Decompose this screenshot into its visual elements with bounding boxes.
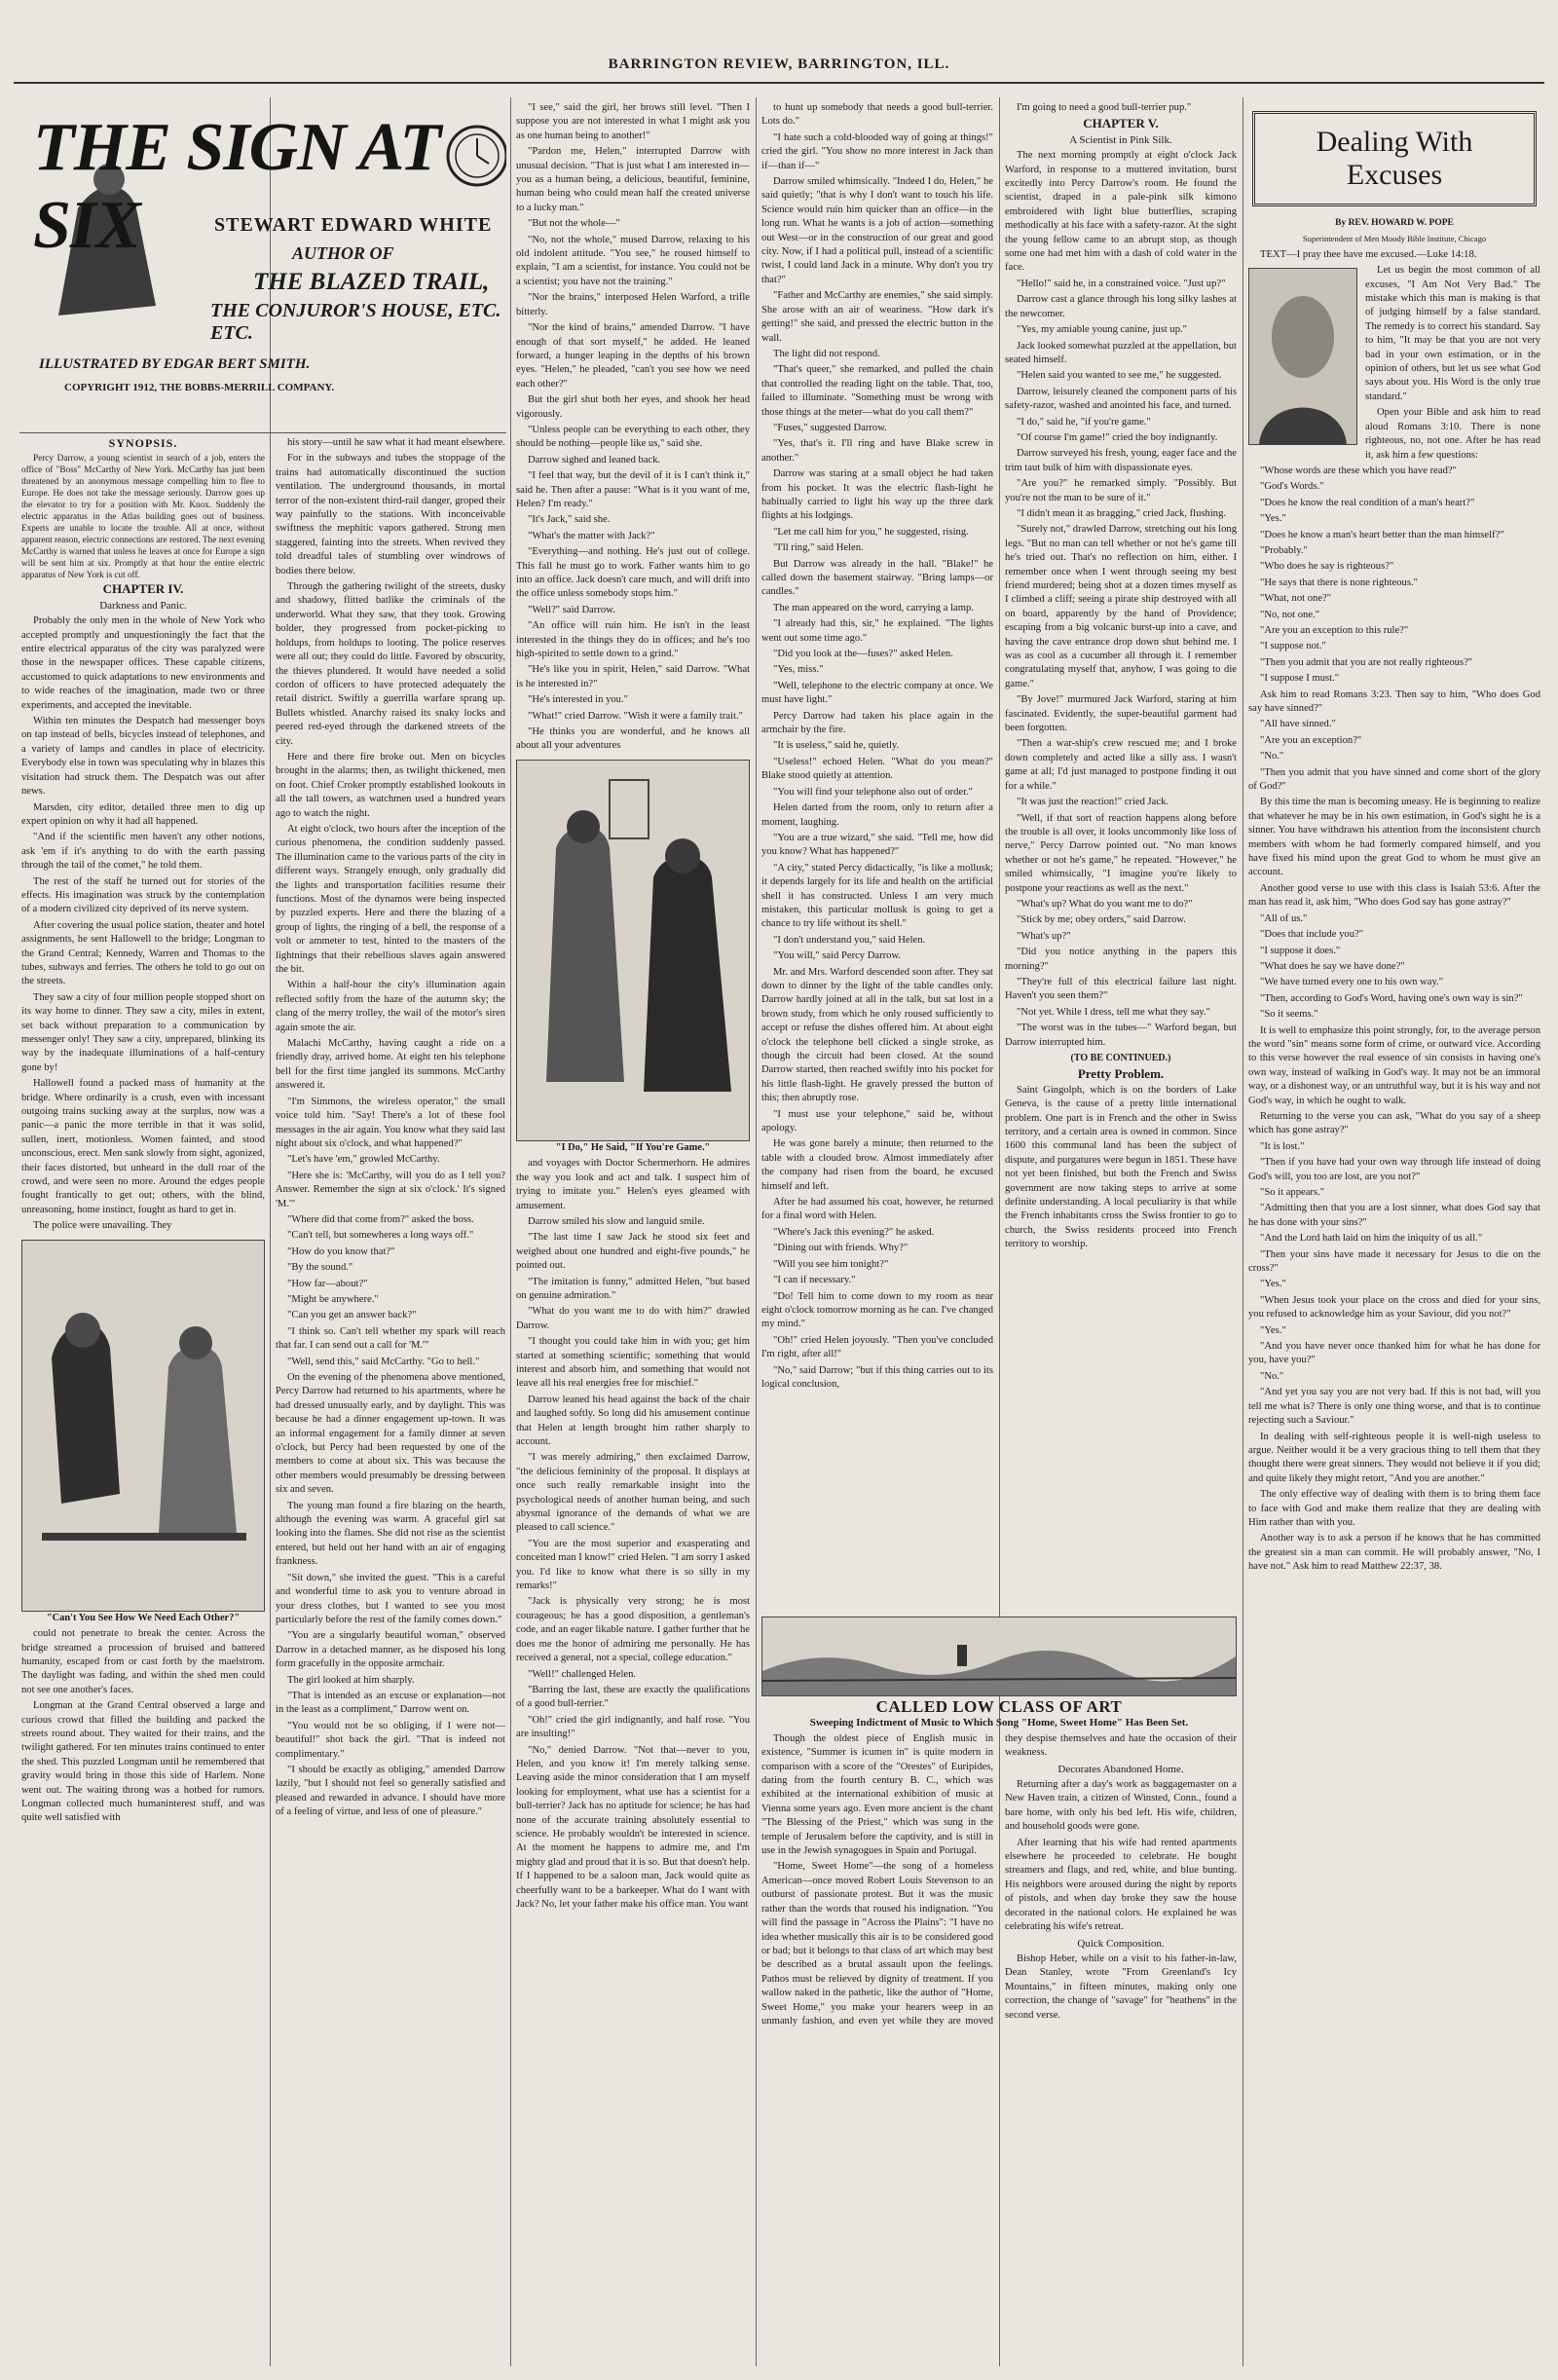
paragraph: "What's up?" bbox=[1017, 930, 1071, 942]
paragraph: "Helen said you wanted to see me," he suggested. bbox=[1017, 370, 1222, 382]
paragraph: "An office will ruin him. He isn't in the least interested in the things they do in offices; and he's too high-spirited to settle down to a grind." bbox=[516, 620, 750, 660]
column-divider bbox=[510, 97, 511, 2366]
article-heading: CALLED LOW CLASS OF ART bbox=[875, 1697, 1123, 1716]
paragraph: "Then a war-ship's crew rescued me; and I broke down completely and acted like a silly ass. I wasn't game at all; I'd just managed to postpone finding it out for a while." bbox=[1005, 738, 1237, 792]
paragraph: But the girl shut both her eyes, and shook her head vigorously. bbox=[516, 394, 750, 420]
portrait-drawing bbox=[1249, 269, 1356, 444]
paragraph: "Yes, miss." bbox=[773, 664, 824, 676]
paragraph: I'm going to need a good bull-terrier pup." bbox=[1017, 102, 1192, 113]
paragraph: Marsden, city editor, detailed three men to dig up expert opinion on why it had all happened. bbox=[21, 801, 265, 827]
paragraph: But Darrow was already in the hall. "Blake!" he called down the basement stairway. "Bring lamps—or candles." bbox=[761, 558, 993, 598]
paragraph: "I hate such a cold-blooded way of going at things!" cried the girl. "You show no more interest in Jack than if—than if—" bbox=[761, 131, 993, 171]
paragraph: "I suppose it does." bbox=[1260, 945, 1341, 956]
paragraph: "Pardon me, Helen," interrupted Darrow with unusual decision. "That is just what I am interested in—you as a human being, a delicious, beautiful, feminine, human being who could mean half the created universe to a lucky man." bbox=[516, 146, 750, 213]
paragraph: "So it appears." bbox=[1260, 1187, 1325, 1198]
paragraph: Though the oldest piece of English music in existence, "Summer is icumen in" is quite modern in comparison with a score of the "Orestes" of Euripides, dating from the fourth century B. C., which was exhibited at the international exhibition of music at Vienna some years ago. Even more ancient is the chant "The Blessing of the Priest," which was sung in the temple of Jerusalem before the captivity, and is still in use in the Jewish synagogues in Spain and Portugal. bbox=[761, 1732, 993, 1857]
paragraph: The next morning promptly at eight o'clock Jack Warford, in response to a muttered invitation, burst excitedly into Percy Darrow's room. He found the scientist, draped in a pale-pink silk kimono embroidered with light blue butterflies, scraping methodically at his face with a safety-razor. At the sight the young fellow came to an abrupt stop, as though some one had met him with a dash of cold water in the face. bbox=[1005, 150, 1237, 274]
paragraph: Mr. and Mrs. Warford descended soon after. They sat down to dinner by the light of the table candles only. Darrow hardly joined at all in the talk, but sat lost in a brown study, from which he only roused sufficiently to accept or refuse the dishes offered him. At about eight o'clock the telephone bell clicked a single stroke, as though the circuit had been closed. At the sound Darrow started, then reached swiftly into his pocket for his little flash-light. He gravely pressed the button of this; then abruptly rose. bbox=[761, 966, 993, 1104]
paragraph: "Oh!" cried Helen joyously. "Then you've concluded I'm right, after all!" bbox=[761, 1334, 993, 1360]
paragraph: "What, not one?" bbox=[1260, 593, 1332, 605]
decorative-landscape-banner bbox=[761, 1617, 1237, 1696]
paragraph: "Oh!" cried the girl indignantly, and half rose. "You are insulting!" bbox=[516, 1714, 750, 1740]
paragraph: "Well!" challenged Helen. bbox=[528, 1668, 637, 1680]
sermon-byline: By REV. HOWARD W. POPE bbox=[1335, 218, 1454, 228]
paragraph: "I suppose I must." bbox=[1260, 673, 1340, 685]
chapter-iv-heading: CHAPTER IV. bbox=[102, 581, 184, 597]
paragraph: "Can't tell, but somewheres a long ways off." bbox=[287, 1230, 474, 1242]
sermon-text-line: TEXT—I pray thee have me excused.—Luke 14:18. bbox=[1260, 248, 1477, 260]
paragraph: "Well, if that sort of reaction happens along before the trouble is all over, it looks uncommonly like loss of nerve," Percy Darrow pointed out. "No man knows whether or not he's game," he repeated. "However," he smiled whimsically, "I imagine you're likely to postpone your reactions as well as the next." bbox=[1005, 812, 1237, 894]
paragraph: "How do you know that?" bbox=[287, 1246, 395, 1257]
paragraph: After learning that his wife had rented apartments elsewhere he proceeded to celebrate. He bought streamers and flags, and red, white, and blue bunting. His neighbors were aroused during the night by reports of pistols, and when day broke they saw the house decorated in the national colors. He explained he was celebrating his wife's retreat. bbox=[1005, 1837, 1237, 1933]
paragraph: "Are you an exception?" bbox=[1260, 734, 1362, 746]
paragraph: "Let's have 'em," growled McCarthy. bbox=[287, 1154, 440, 1166]
article-subheading: Sweeping Indictment of Music to Which Song "Home, Sweet Home" Has Been Set. bbox=[809, 1717, 1189, 1729]
paragraph: "Sit down," she invited the guest. "This is a careful and wonderful time to ask you to venture abroad in your dress clothes, but I wanted to see you most particularly before the rest of the family comes down." bbox=[276, 1572, 505, 1625]
masthead-rule bbox=[14, 82, 1544, 84]
illustration-caption: "Can't You See How We Need Each Other?" bbox=[46, 1612, 241, 1623]
author-portrait bbox=[1248, 268, 1357, 445]
paragraph: "Let me call him for you," he suggested, rising. bbox=[773, 526, 969, 538]
paragraph: After covering the usual police station, theater and hotel assignments, he sent Hallowell to the bridge; Longman to the Grand Central; Kennedy, Warren and Thomas to the tubes, subways and ferries. The others he told to go out on the streets. bbox=[21, 919, 265, 987]
paragraph: "Dining out with friends. Why?" bbox=[773, 1243, 909, 1254]
paragraph: "Fuses," suggested Darrow. bbox=[773, 422, 887, 433]
paragraph: "He says that there is none righteous." bbox=[1260, 576, 1418, 588]
paragraph: "Where did that come from?" asked the boss. bbox=[287, 1213, 474, 1225]
paragraph: "Nor the brains," interposed Helen Warford, a trifle bitterly. bbox=[516, 292, 750, 317]
paragraph: The only effective way of dealing with them is to bring them face to face with God and make them realize that they are dealing with Him rather than with you. bbox=[1248, 1489, 1540, 1528]
paragraph: "Of course I'm game!" cried the boy indignantly. bbox=[1017, 431, 1218, 443]
paragraph: "That is intended as an excuse or explanation—not in the least as a compliment," Darrow went on. bbox=[276, 1690, 505, 1716]
column-4 bbox=[761, 101, 993, 1611]
paragraph: "Admitting then that you are a lost sinner, what does God say that he has done with your sins?" bbox=[1248, 1203, 1540, 1228]
paragraph: "Useless!" echoed Helen. "What do you mean?" Blake stood quietly at attention. bbox=[761, 756, 993, 782]
quick-composition-heading: Quick Composition. bbox=[1077, 1937, 1165, 1950]
paragraph: "Does that include you?" bbox=[1260, 929, 1364, 941]
paragraph: "Did you look at the—fuses?" asked Helen. bbox=[773, 649, 953, 660]
paragraph: "He's like you in spirit, Helen," said Darrow. "What is he interested in?" bbox=[516, 664, 750, 689]
paragraph: "Surely not," drawled Darrow, stretching out his long legs. "But no man can tell whether or not he's game till he's tried out. That's no reflection on him, either. I remember once when I went through seeing my best friend murdered; being shot at a dozen times myself as I climbed a cliff; seeing a pirate ship destroyed with all on board, apparently by the hand of Providence; escaping from a big volcanic burst-up into a cave, and having the cave entrance drop down shut behind me. I was as cool as a cucumber all through it. I remember congratulating myself that, anyhow, I was going to die game." bbox=[1005, 524, 1237, 689]
paragraph: Within a half-hour the city's illumination again reflected softly from the haze of the autumn sky; the clang of the merry trolley, the wail of the motor's siren again smote the air. bbox=[276, 980, 505, 1033]
paragraph: Probably the only men in the whole of New York who accepted promptly and unquestioningly the fact that the entire electrical apparatus of the city was paralyzed were those in the newspaper offices. These capable citizens, accustomed to quick adaptations to new environments and to wide reaches of the imagination, made two or three experiments, and accepted the inevitable. bbox=[21, 615, 265, 711]
author-book-2: THE CONJUROR'S HOUSE, ETC. ETC. bbox=[210, 300, 501, 344]
paragraph: "It's Jack," said she. bbox=[528, 514, 611, 526]
paragraph: "You will," said Percy Darrow. bbox=[773, 950, 902, 962]
paragraph: The man appeared on the word, carrying a lamp. bbox=[773, 602, 974, 614]
paragraph: "I think so. Can't tell whether my spark will reach that far. I can send out a call for 'M.'" bbox=[276, 1325, 505, 1352]
paragraph: "Does he know a man's heart better than the man himself?" bbox=[1260, 529, 1504, 540]
chapter-v-subtitle: A Scientist in Pink Silk. bbox=[1069, 133, 1172, 146]
illustration-couple-seated bbox=[21, 1240, 265, 1612]
paragraph: By this time the man is becoming uneasy. He is beginning to realize that whatever he may be in his own estimation, in God's sight he is a sinner. You have withdrawn his attention from the inconsistent church members with whom he had formerly compared himself, and you have fixed his mind upon the great God to whom he must give an account. bbox=[1248, 797, 1540, 878]
low-class-art-article bbox=[761, 1617, 1237, 2364]
pretty-problem-heading: Pretty Problem. bbox=[1077, 1066, 1165, 1082]
paragraph: "That's queer," she remarked, and pulled the chain that controlled the reading light on the table. That, too, failed to illuminate. "Something must be wrong with those things at the meter—what do you call them?" bbox=[761, 364, 993, 418]
paragraph: "Here she is: 'McCarthy, will you do as I tell you? Answer. Remember the sign at six o'clock.' It's signed 'M.'" bbox=[276, 1170, 505, 1209]
illustration-men-talking bbox=[516, 760, 750, 1141]
paragraph: "So it seems." bbox=[1260, 1009, 1318, 1021]
paragraph: "Whose words are these which you have read?" bbox=[1260, 465, 1457, 476]
copyright-line: COPYRIGHT 1912, THE BOBBS-MERRILL COMPANY. bbox=[64, 382, 335, 393]
synopsis-text: Percy Darrow, a young scientist in search of a job, enters the office of "Boss" McCarthy of New York. McCarthy has just been threatened by an anonymous message compelling him to flee to Europe. He does not take the message seriously. Darrow goes up the elevator to try for a position with Mr. Knox. Suddenly the electric apparatus in the Atlas building goes out of business. Experts are unable to locate the trouble. All at once, without apparent reason, electric connections are restored. The next evening McCarthy is warned that unless he leaves at once for Europe a sign will be sent him at six. Promptly at that hour the entire electric apparatus of New York is cut off. bbox=[21, 453, 265, 580]
paragraph: "Are you?" he remarked simply. "Possibly. But you're not the man to be sure of it." bbox=[1005, 478, 1237, 503]
paragraph: Ask him to read Romans 3:23. Then say to him, "Who does God say have sinned?" bbox=[1248, 688, 1540, 714]
paragraph: "Where's Jack this evening?" he asked. bbox=[773, 1226, 935, 1238]
serial-title: THE SIGN AT SIX bbox=[33, 110, 441, 263]
paragraph: "But not the whole—" bbox=[528, 218, 620, 230]
column-divider bbox=[756, 97, 757, 2366]
paragraph: "You are a true wizard," she said. "Tell me, how did you know? What has happened?" bbox=[761, 832, 993, 858]
paragraph: "Does he know the real condition of a man's heart?" bbox=[1260, 497, 1475, 508]
sermon-byline-title: Superintendent of Men Moody Bible Institute, Chicago bbox=[1302, 234, 1487, 244]
paragraph: Darrow smiled whimsically. "Indeed I do, Helen," he said quietly; "that is why I don't want to touch his life. Science would ruin him quicker than an office—in the long run. What he wants is a job of action—something out West—or in the construction of our great and good city. Now, if I had a political pull, instead of a scientific twist, I could land Jack in a minute. Why don't you try that?" bbox=[761, 176, 993, 285]
paragraph: Hallowell found a packed mass of humanity at the bridge. Where ordinarily is a crush, even with incessant outgoing trains sucking away at the surplus, now was a panic—a panic the more terrible in that it was solid, sullen, inert, motionless. Women fainted, and stood unconscious, erect. Men sank slowly from sight, agonized, their faces distorted, but unheard in the dull roar of the crowd, and were seen no more. Around the edges people fought frantically to get out; others, with the blind, unreasoning, home instinct, fought as hard to get in. bbox=[21, 1078, 265, 1215]
paragraph: "What!" cried Darrow. "Wish it were a family trait." bbox=[528, 710, 743, 722]
illustration-caption: "I Do," He Said, "If You're Game." bbox=[555, 1141, 711, 1153]
paragraph: The police were unavailing. They bbox=[33, 1220, 172, 1232]
paragraph: Here and there fire broke out. Men on bicycles brought in the alarms; then, as twilight thickened, men on foot. Chief Croker promptly established lookouts in all the tall towers, as watchmen used a hundred years ago to watch the night. bbox=[276, 751, 505, 819]
paragraph: On the evening of the phenomena above mentioned, Percy Darrow had returned to his apartments, where he had dressed unusually early, and by daylight. This was because he had a dinner engagement up-town. It was an informal engagement for a family dinner at seven o'clock, but Percy had been requested by one of the members to come at about six. This was because the other members would presumably be dressing between six and seven. bbox=[276, 1372, 505, 1496]
paragraph: "Yes." bbox=[1260, 513, 1286, 525]
paragraph: "I'll ring," said Helen. bbox=[773, 542, 864, 554]
paragraph: "I see," said the girl, her brows still level. "Then I suppose you are not interested in what I might ask you as one human being to another!" bbox=[516, 102, 750, 141]
paragraph: "Probably." bbox=[1260, 544, 1308, 556]
paragraph: Another way is to ask a person if he knows that he has committed the greatest sin a man can commit. He will probably answer, "No, I have not." Ask him to read Matthew 22:37, 38. bbox=[1248, 1533, 1540, 1573]
paragraph: "We have turned every one to his own way." bbox=[1260, 977, 1444, 988]
paragraph: "They're full of this electrical failure last night. Haven't you seen them?" bbox=[1005, 976, 1237, 1002]
paragraph: "God's Words." bbox=[1260, 481, 1324, 493]
paragraph: "And yet you say you are not very bad. If this is not bad, will you tell me what is? There is only one thing worse, and that is to continue rejecting such a Saviour." bbox=[1248, 1387, 1540, 1427]
paragraph: "I can if necessary." bbox=[773, 1275, 856, 1286]
paragraph: "You are a singularly beautiful woman," observed Darrow in a detached manner, as he disposed his long form gracefully in the opposite armchair. bbox=[276, 1630, 505, 1670]
paragraph: The light did not respond. bbox=[773, 348, 880, 359]
paragraph: "I suppose not." bbox=[1260, 641, 1326, 652]
paragraph: Helen darted from the room, only to return after a moment, laughing. bbox=[761, 802, 993, 828]
paragraph: "Can you get an answer back?" bbox=[287, 1310, 417, 1321]
author-book-1: THE BLAZED TRAIL, bbox=[253, 269, 490, 295]
paragraph: "No, not the whole," mused Darrow, relaxing to his old indolent attitude. "You see," he roused himself to explain, "I am a scientist, for instance. You could not be a scientist; you have not the training." bbox=[516, 234, 750, 287]
paragraph: Within ten minutes the Despatch had messenger boys on tap instead of bells, bicycles instead of telephones, and a variety of lamps and candles in place of electricity. Everybody else in town was speculating why in blazes this visitation had struck them. The Despatch was out after news. bbox=[21, 716, 265, 798]
paragraph: "No," said Darrow; "but if this thing carries out to its logical conclusion, bbox=[761, 1364, 993, 1390]
paragraph: The girl looked at him sharply. bbox=[287, 1674, 415, 1686]
chapter-v-heading: CHAPTER V. bbox=[1083, 116, 1159, 131]
paragraph: "Are you an exception to this rule?" bbox=[1260, 624, 1409, 636]
paragraph: "Then you admit that you are not really righteous?" bbox=[1260, 656, 1473, 668]
sermon-title-line-1: Dealing With bbox=[1316, 126, 1473, 158]
paragraph: "And you have never once thanked him for what he has done for you, have you?" bbox=[1248, 1341, 1540, 1366]
paragraph: "You will find your telephone also out of order." bbox=[773, 786, 974, 798]
paragraph: "He thinks you are wonderful, and he knows all about all your adventures bbox=[516, 726, 750, 752]
paragraph: They saw a city of four million people stopped short on its way home to dinner. They saw a city, miles in extent, set back without preparation to a communication by messenger only! They saw a city, unprepared, blinking its way by the inadequate illuminations of a half-century gone by! bbox=[21, 991, 265, 1073]
paragraph: "I didn't mean it as bragging," cried Jack, flushing. bbox=[1017, 507, 1227, 519]
paragraph: "What's up? What do you want me to do?" bbox=[1017, 898, 1193, 910]
column-6-sermon bbox=[1248, 101, 1540, 2364]
paragraph: Jack looked somewhat puzzled at the appellation, but seated himself. bbox=[1005, 340, 1237, 365]
paragraph: After he had assumed his coat, however, he returned for a final word with Helen. bbox=[761, 1197, 993, 1222]
paragraph: "Yes." bbox=[1260, 1324, 1286, 1336]
paragraph: Darrow cast a glance through his long silky lashes at the newcomer. bbox=[1005, 294, 1237, 319]
paragraph: "Did you notice anything in the papers this morning?" bbox=[1005, 947, 1237, 972]
paragraph: "Not yet. While I dress, tell me what they say." bbox=[1017, 1006, 1210, 1018]
chapter-iv-subtitle: Darkness and Panic. bbox=[99, 599, 187, 612]
article-body bbox=[761, 1732, 1237, 2029]
illustrator-credit: ILLUSTRATED BY EDGAR BERT SMITH. bbox=[39, 356, 311, 372]
paragraph: Open your Bible and ask him to read aloud Romans 3:10. There is none righteous, no, not one. After he has read it, ask him a few questions: bbox=[1365, 407, 1540, 461]
paragraph: "I don't understand you," said Helen. bbox=[773, 934, 926, 946]
paragraph: "Unless people can be everything to each other, they should be nothing—people like us," said she. bbox=[516, 424, 750, 450]
column-1 bbox=[21, 436, 265, 2364]
paragraph: "When Jesus took your place on the cross and died for your sins, you refused to acknowledge him as your Saviour, did you not?" bbox=[1248, 1294, 1540, 1320]
paragraph: "Might be anywhere." bbox=[287, 1293, 379, 1305]
paragraph: "Well, send this," said McCarthy. "Go to hell." bbox=[287, 1356, 480, 1367]
paragraph: "Will you see him tonight?" bbox=[773, 1258, 889, 1270]
paragraph: "No." bbox=[1260, 751, 1284, 762]
synopsis-heading: SYNOPSIS. bbox=[108, 436, 178, 450]
paragraph: "Yes, my amiable young canine, just up." bbox=[1017, 324, 1187, 336]
paragraph: Darrow was staring at a small object he had taken from his pocket. It was the electric flash-light he habitually carried to light his way up the three dark flights at his lodgings. bbox=[761, 468, 993, 522]
paragraph: "The last time I saw Jack he stood six feet and weighed about one hundred and eight-five pounds," he pointed out. bbox=[516, 1232, 750, 1272]
paragraph: "Who does he say is righteous?" bbox=[1260, 561, 1394, 573]
paragraph: "What's the matter with Jack?" bbox=[528, 530, 655, 541]
paragraph: and voyages with Doctor Schermerhorn. He admires the way you look and act and talk. I suspect him of trying to imitate you." Helen's eyes gleamed with amusement. bbox=[516, 1158, 750, 1211]
paragraph: At eight o'clock, two hours after the inception of the curious phenomena, the condition suddenly passed. The illumination came to the various parts of the city in different ways. Strangely enough, only gradually did the lights and transportation facilities resume their functions. Most of the dynamos were being inspected by puzzled experts. Here and there the blazing of a group of lights, the ringing of a bell, the response of a volt or ammeter to test, hinted to the masters of the lightnings that their rebellious slaves again answered the bit. bbox=[276, 823, 505, 976]
serial-title-block bbox=[19, 101, 506, 433]
paragraph: Longman at the Grand Central observed a large and curious crowd that filled the building and packed the streets round about. They waited for their trains, and the twilight gathered. For ten minutes trains continued to enter the shed. This puzzled Longman until he remembered that gravity would bring in those this side of Harlem. None went out. The waiting throng was a hotbed for rumors. Longman collected much humaninterest stuff, and was quite well satisfied with bbox=[21, 1700, 265, 1824]
illustration-drawing bbox=[22, 1241, 264, 1611]
paragraph: The young man found a fire blazing on the hearth, although the evening was warm. A graceful girl sat looking into the flames. She did not rise as the scientist entered, but held out her hand with an air of engaging frankness. bbox=[276, 1500, 505, 1568]
column-divider bbox=[270, 97, 271, 2366]
paragraph: Malachi McCarthy, having caught a ride on a friendly dray, arrived home. At eight ten his telephone bell for the first time jangled its summons. McCarthy answered it. bbox=[276, 1038, 505, 1092]
paragraph: "He's interested in you." bbox=[528, 694, 628, 706]
paragraph: "Do! Tell him to come down to my room as near eight o'clock tomorrow morning as he can. I've changed my mind." bbox=[761, 1290, 993, 1330]
paragraph: Darrow surveyed his fresh, young, eager face and the trim taut bulk of him with dispassionate eyes. bbox=[1005, 448, 1237, 473]
illustration-drawing bbox=[517, 761, 749, 1140]
paragraph: "Then your sins have made it necessary for Jesus to die on the cross?" bbox=[1248, 1248, 1540, 1275]
paragraph: "A city," stated Percy didactically, "is like a mollusk; it depends largely for its life and health on the artificial shell it has constructed. Unless I am very much mistaken, this particular mollusk is going to get a chance to try life without its shell." bbox=[761, 862, 993, 930]
paragraph: "I should be exactly as obliging," amended Darrow lazily, "but I should not feel so generally satisfied and pleased and rewarded in advance. I should have more of a feeling of virtue, and less of one of pleasure." bbox=[276, 1764, 505, 1818]
paragraph: "Yes, that's it. I'll ring and have Blake screw in another." bbox=[761, 438, 993, 464]
paragraph: For in the subways and tubes the stoppage of the trains had automatically discontinued the suction ventilation. The underground thousands, in mortal terror of the non-existent third-rail danger, groped their way painfully to the stations. With inconceivable swiftness the mephitic vapors gathered. Strong men staggered, fainting into the streets. When revived they told dreadful tales of stumbling over windrows of bodies there below. bbox=[276, 453, 505, 576]
paragraph: Darrow, leisurely cleaned the component parts of his safety-razor, washed and anointed his face, and turned. bbox=[1005, 386, 1237, 412]
paragraph: "I'm Simmons, the wireless operator," the small voice told him. "Say! There's a lot of these fool messages in the air again. You know what they said last night about six o'clock, and what happened?" bbox=[276, 1096, 505, 1149]
paragraph: Darrow leaned his head against the back of the chair and laughed softly. So long did his amusement continue that Helen at length brought him rather sharply to account. bbox=[516, 1394, 750, 1447]
paragraph: "Yes." bbox=[1260, 1279, 1286, 1290]
column-5 bbox=[1005, 101, 1237, 1611]
paragraph: "Stick by me; obey orders," said Darrow. bbox=[1017, 914, 1186, 926]
paragraph: "The imitation is funny," admitted Helen, "but based on genuine admiration." bbox=[516, 1276, 750, 1301]
paragraph: Darrow sighed and leaned back. bbox=[528, 454, 661, 465]
paragraph: "Well, telephone to the electric company at once. We must have light." bbox=[761, 680, 993, 706]
paragraph: "By Jove!" murmured Jack Warford, staring at him fascinated. Evidently, the super-beautiful garment had been forgotten. bbox=[1005, 694, 1237, 734]
paragraph: The rest of the staff he turned out for stories of the effects. His imagination was struck by the contemplation of a modern civilized city deprived of its nerve system. bbox=[21, 875, 265, 915]
paragraph: Let us begin the most common of all excuses, "I Am Not Very Bad." The mistake which this man is making is that of judging himself by a false standard. The remedy is to correct his standard. Say to him, "It may be that you are not very bad in your own estimation, or in the opinion of others, but let us see what God says about you. His Word is the only true standard." bbox=[1365, 265, 1540, 402]
paragraph: "How far—about?" bbox=[287, 1278, 368, 1289]
paragraph: "I do," said he, "if you're game." bbox=[1017, 416, 1151, 428]
paragraph: Through the gathering twilight of the streets, dusky and shadowy, flitted batlike the criminals of the underworld. What they saw, that they took. Growing bolder, they progressed from pocket-picking to holdups, from holdups to looting. The police reserves were all out; they could do little. Favored by obscurity, the thieves plundered. It would have needed a solid cordon of officers to have protected adequately the retail district. Swiftly a guerrilla warfare sprang up. Bullets whistled. Anarchy raised its snaky locks and peered red-eyed through the darkened streets of the city. bbox=[276, 581, 505, 747]
paragraph: could not penetrate to break the center. Across the bridge streamed a procession of bruised and battered humanity, escaped from or cast forth by the maelstrom. The daylight was fading, and within the shed men could not see one another's faces. bbox=[21, 1628, 265, 1695]
paragraph: Darrow smiled his slow and languid smile. bbox=[528, 1215, 705, 1227]
paragraph: "Hello!" said he, in a constrained voice. "Just up?" bbox=[1017, 278, 1226, 289]
paragraph: "Everything—and nothing. He's just out of college. This fall he must go to work. Father wants him to go into an office. Jack doesn't care much, and will drift into the office unless somebody stops him." bbox=[516, 546, 750, 600]
to-be-continued: (TO BE CONTINUED.) bbox=[1070, 1053, 1171, 1063]
paragraph: "I already had this, sir," he explained. "The lights went out some time ago." bbox=[761, 618, 993, 644]
paragraph: "What does he say we have done?" bbox=[1260, 960, 1405, 972]
paragraph: his story—until he saw what it had meant elsewhere. bbox=[287, 437, 505, 448]
decorates-heading: Decorates Abandoned Home. bbox=[1057, 1763, 1184, 1775]
landscape-drawing bbox=[762, 1618, 1236, 1695]
author-of-label: AUTHOR OF bbox=[292, 243, 394, 263]
paragraph: "By the sound." bbox=[287, 1262, 353, 1274]
paragraph: It is well to emphasize this point strongly, for, to the average person the word "sin" means some form of crime, or outward vice. According to this verse however the real essence of sin consists in having one's own way, instead of walking in God's way. It may not be an immoral way, or a dishonest way, or an untruthful way, but it is his way and not God's way, in which he ought to walk. bbox=[1248, 1024, 1540, 1106]
paragraph: "No." bbox=[1260, 1370, 1284, 1382]
paragraph: "It is lost." bbox=[1260, 1140, 1305, 1152]
paragraph: Percy Darrow had taken his place again in the armchair by the fire. bbox=[761, 710, 993, 736]
paragraph: "I thought you could take him in with you; get him started at something scientific; something that would interest and absorb him, and something that would not leave all his real energies free for mischief." bbox=[516, 1336, 750, 1390]
paragraph: "Jack is physically very strong; he is most courageous; he has a good disposition, a gentleman's code, and an eager likable nature. I gather further that he does me the honor of admiring me personally. He has received a general, not a special, college education." bbox=[516, 1596, 750, 1664]
paragraph: "Nor the kind of brains," amended Darrow. "I have enough of that sort myself," he added. He leaned forward, a hunger leaping in the depths of his brown eyes. "Helen," he pleaded, "can't you see how we need each other?" bbox=[516, 322, 750, 390]
paragraph: "Well?" said Darrow. bbox=[528, 604, 615, 615]
paragraph: Returning after a day's work as baggagemaster on a New Haven train, a citizen of Winsted, Conn., found a bare home, with only his bed left. His wife, children, and household goods were gone. bbox=[1005, 1779, 1237, 1833]
paragraph: Bishop Heber, while on a visit to his father-in-law, Dean Stanley, wrote "From Greenland's Icy Mountains," in fifteen minutes, making only one correction, the change of "savage" for "heathens" in the second verse. bbox=[1005, 1952, 1237, 2021]
paragraph: "Then you admit that you have sinned and come short of the glory of God?" bbox=[1248, 766, 1540, 793]
paragraph: "And the Lord hath laid on him the iniquity of us all." bbox=[1260, 1233, 1483, 1245]
paragraph: "I feel that way, but the devil of it is I can't think it," said he. Then after a pause: "What is it you want of me, Helen? I'm ready." bbox=[516, 470, 750, 509]
paragraph: "Father and McCarthy are enemies," she said simply. She arose with an air of weariness. "How dark it's getting!" she said, and pressed the electric button in the wall. bbox=[761, 290, 993, 344]
paragraph: "Then if you have had your own way through life instead of doing God's will, you too are lost, are you not?" bbox=[1248, 1157, 1540, 1182]
paragraph: "All have sinned." bbox=[1260, 719, 1336, 730]
paragraph: "And if the scientific men haven't any other notions, ask 'em if it's anything to do with the earth passing through the tail of the comet," he told them. bbox=[21, 832, 265, 872]
paragraph: In dealing with self-righteous people it is well-nigh useless to argue. Neither would it be a very gracious thing to tell them that they thought there were great sinners. They would not believe it if you did; and quite likely they might retort, "And you are another." bbox=[1248, 1431, 1540, 1484]
paragraph: "Home, Sweet Home"—the song of a homeless American—once moved Robert Louis Stevenson to an outburst of passionate protest. But it was the music rather than the words that roused his indignation. "You will find the passage in "Across the Plains": "I have no idea whether musically this air is to be considered good or bad; but it belongs to that class of art which may best be described as a brutal assault upon the feelings. Pathos must be relieved by dignity of treatment. If you wallow naked in the pathetic, like the author of "Home, Sweet Home," you make your hearers weep in an unmanly fashion, and even yet while they are moved they despise themselves and hate the occasion of their weakness. bbox=[761, 1732, 1237, 2027]
masthead: BARRINGTON REVIEW, BARRINGTON, ILL. bbox=[608, 56, 950, 72]
column-3 bbox=[516, 101, 750, 2364]
paragraph: "I must use your telephone," said he, without apology. bbox=[761, 1108, 993, 1134]
paragraph: to hunt up somebody that needs a good bull-terrier. Lots do." bbox=[761, 102, 993, 128]
paragraph: He was gone barely a minute; then returned to the table with a clouded brow. Almost immediately after the company had risen from the board, he excused himself and left. bbox=[761, 1138, 993, 1192]
sermon-title-line-2: Excuses bbox=[1346, 159, 1443, 191]
paragraph: "I was merely admiring," then exclaimed Darrow, "the delicious femininity of the proposal. It displays at once such really remarkable insight into the psychological needs of another human being, and such abysmal ignorance of the demands of what we are pleased to call science." bbox=[516, 1452, 750, 1534]
paragraph: Saint Gingolph, which is on the borders of Lake Geneva, is the cause of a pretty little international problem. One part is in French and the other in Swiss territory, and a certain area is owned in common. Since 1600 this communal land has been the subject of dispute, and purgatures were begun in 1851. These have not yet been finished, but both the French and Swiss government are now taking steps to arrive at some definite understanding. A local peculiarity is that while the French inhabitants cross the Swiss frontier to go to church, the Swiss residents proceed into French territory to worship. bbox=[1005, 1084, 1237, 1250]
sermon-title-box bbox=[1252, 111, 1537, 206]
paragraph: "It is useless," said he, quietly. bbox=[773, 740, 900, 752]
serial-author: STEWART EDWARD WHITE bbox=[214, 214, 493, 236]
paragraph: "The worst was in the tubes—" Warford began, but Darrow interrupted him. bbox=[1005, 1023, 1237, 1048]
paragraph: Another good verse to use with this class is Isaiah 53:6. After the man has read it, ask him, "Who does God say has gone astray?" bbox=[1248, 882, 1540, 909]
column-2 bbox=[276, 436, 505, 2364]
paragraph: "Then, according to God's Word, having one's own way is sin?" bbox=[1260, 992, 1523, 1004]
paragraph: Returning to the verse you can ask, "What do you say of a sheep which has gone astray?" bbox=[1248, 1110, 1540, 1136]
paragraph: "What do you want me to do with him?" drawled Darrow. bbox=[516, 1306, 750, 1331]
paragraph: "It was just the reaction!" cried Jack. bbox=[1017, 797, 1169, 808]
paragraph: "No, not one." bbox=[1260, 609, 1320, 620]
paragraph: "You are the most superior and exasperating and conceited man I know!" cried Helen. "I am sorry I asked you. I'd like to know what there is so silly in my remarks!" bbox=[516, 1538, 750, 1592]
paragraph: "You would not be so obliging, if I were not—beautiful!" shot back the girl. "That is indeed not complimentary." bbox=[276, 1720, 505, 1760]
paragraph: "No," denied Darrow. "Not that—never to you, Helen, and you know it! I'm merely talking sense. Leaving aside the minor consideration that I am myself looking for employment, what use has a scientist for a bull-terrier? Jack has no aptitude for science; he has had none of the accurate training absolutely essential to science. He probably wouldn't be interested in science. At the moment he happens to admire me, and I'm mighty glad and proud that it is so. But that doesn't help. If I happened to be a saloon man, Jack would quite as cheerfully want to be a barkeeper. What do I want with Jack? No, let your father make his office man. You want bbox=[516, 1744, 750, 1910]
paragraph: "Barring the last, these are exactly the qualifications of a good bull-terrier." bbox=[516, 1684, 750, 1710]
paragraph: "All of us." bbox=[1260, 912, 1308, 924]
